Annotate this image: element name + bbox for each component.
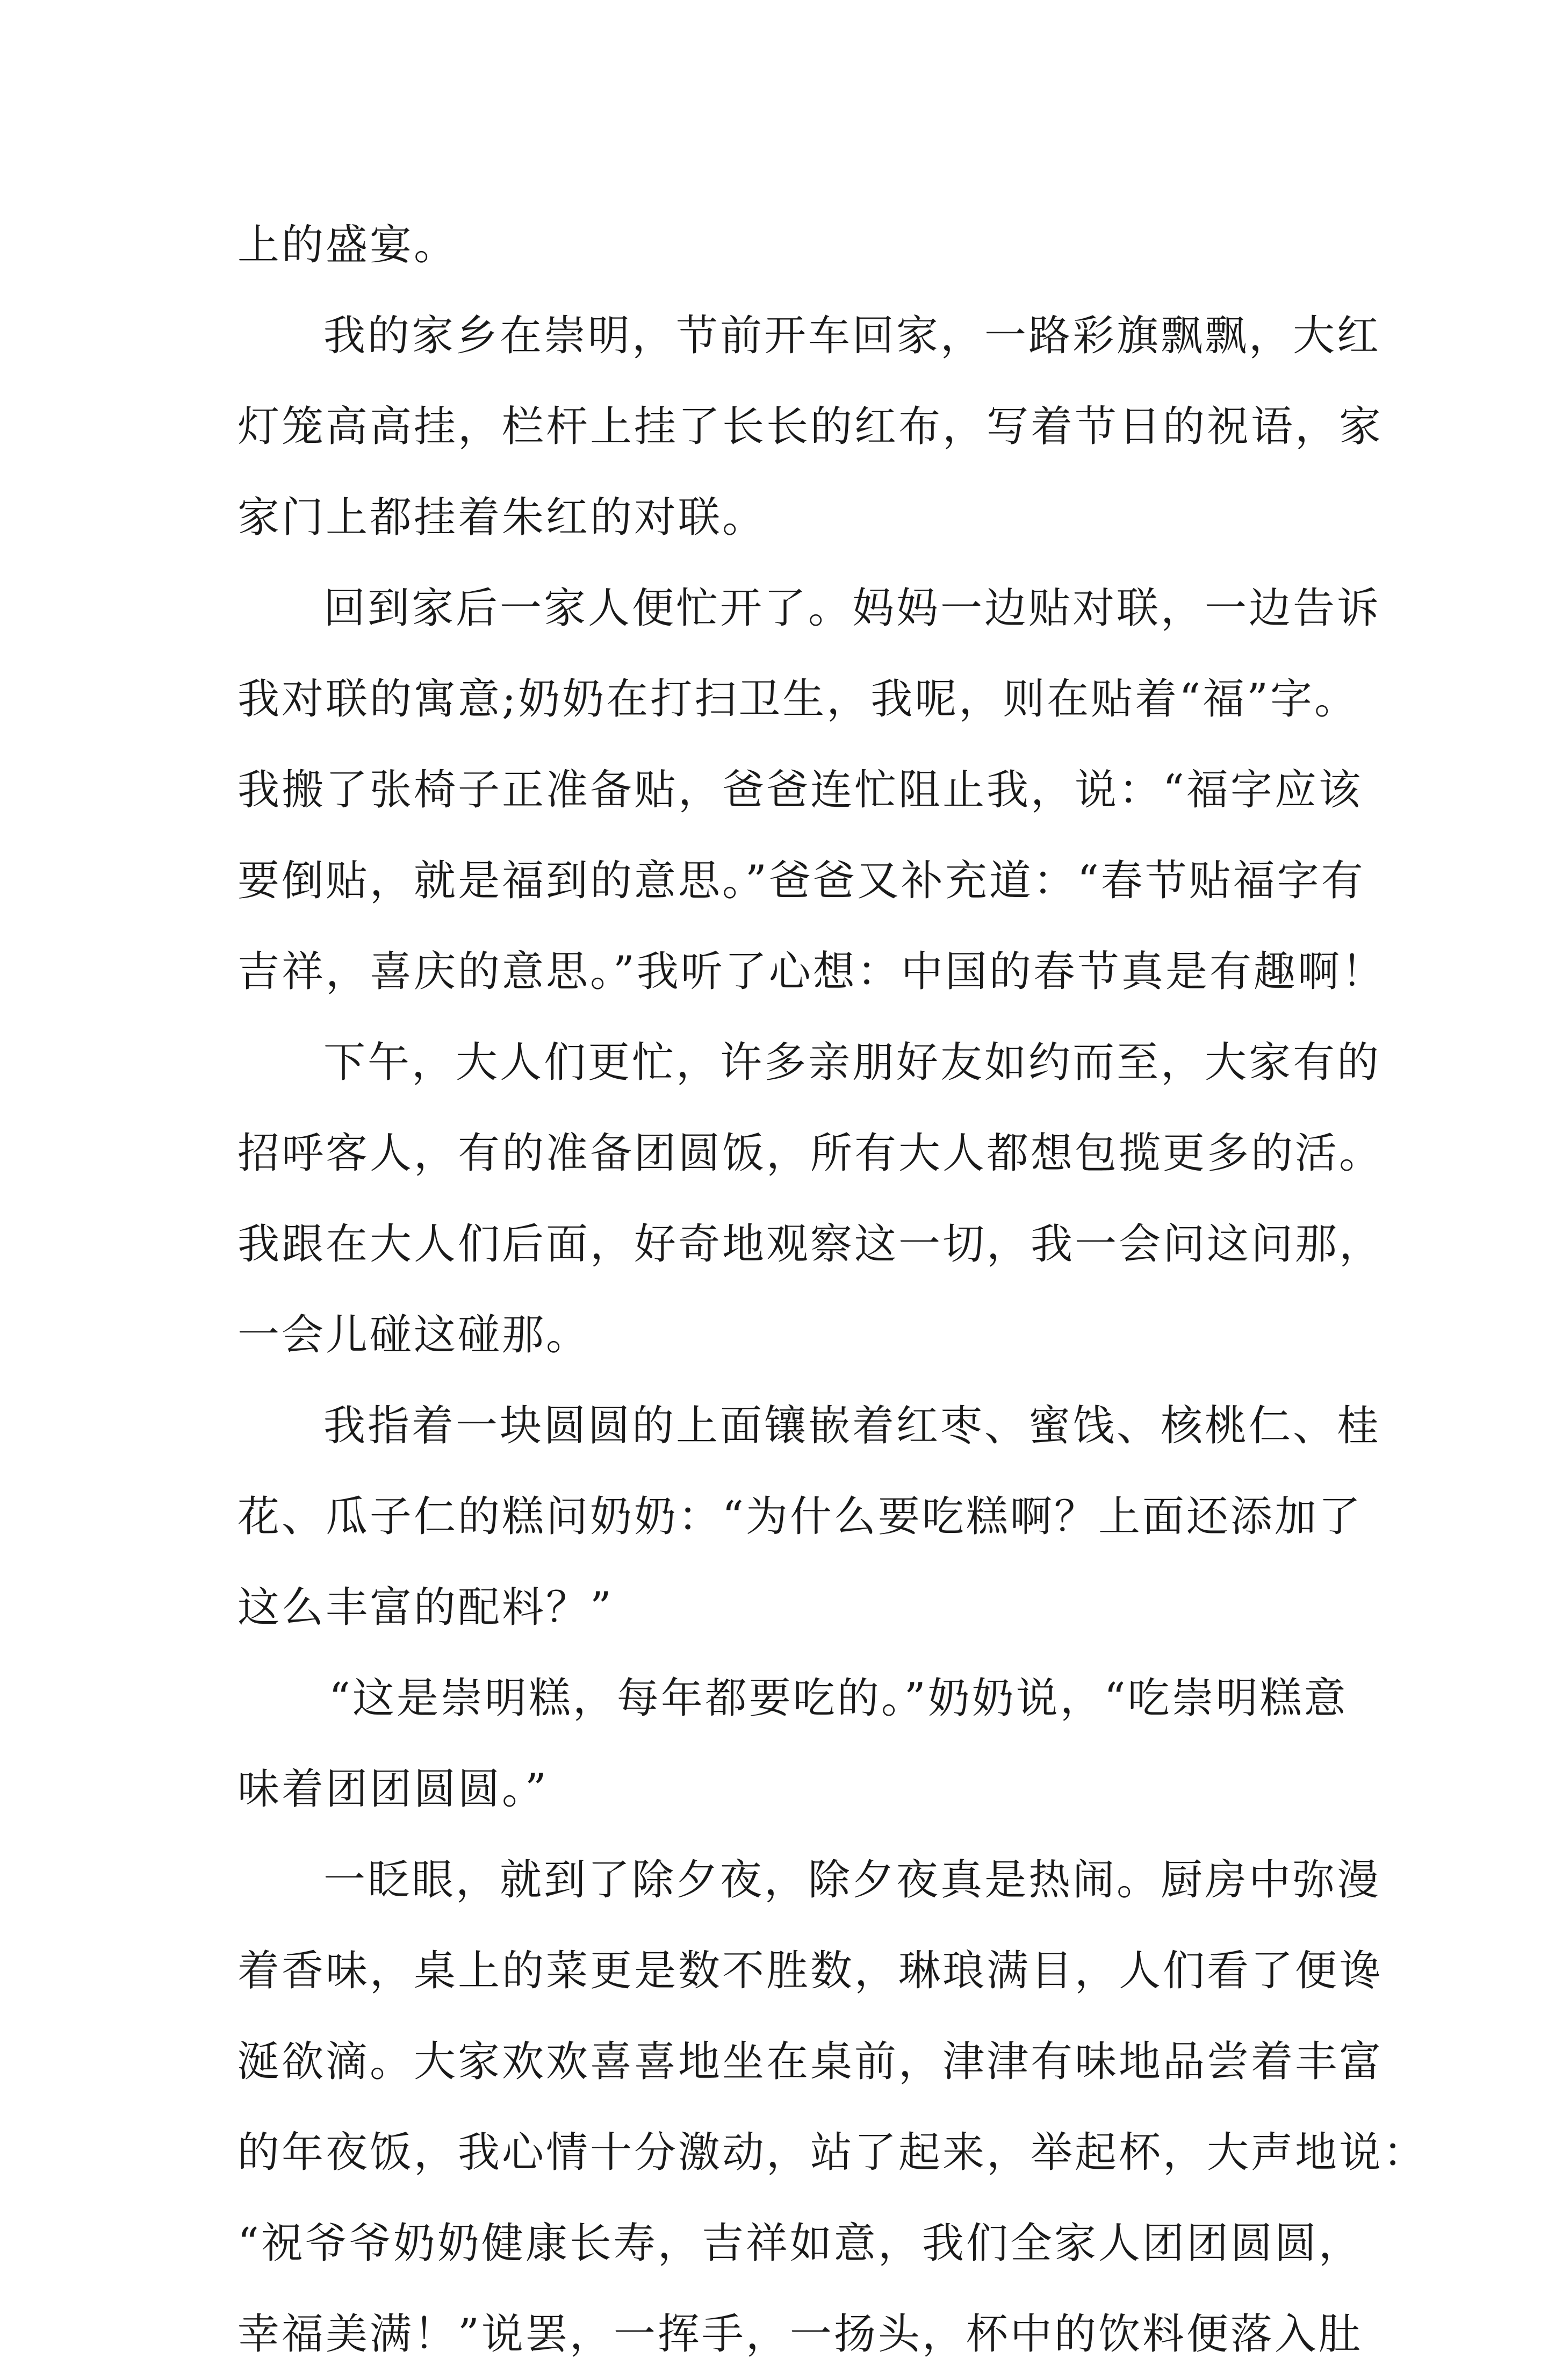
text-line: “祝爷爷奶奶健康长寿，吉祥如意，我们全家人团团圆圆，	[237, 2219, 1363, 2268]
text-line: 我跟在大人们后面，好奇地观察这一切，我一会问这问那，	[237, 1220, 1384, 1268]
text-line: 这么丰富的配料？”	[237, 1583, 614, 1632]
text-line: 上的盛宴。	[237, 221, 458, 269]
text-line: 招呼客人，有的准备团圆饭，所有大人都想包揽更多的活。	[237, 1129, 1384, 1178]
paragraph-start-line: 我的家乡在崇明，节前开车回家，一路彩旗飘飘，大红	[323, 312, 1381, 360]
text-line: 我对联的寓意;奶奶在打扫卫生，我呢，则在贴着“福”字。	[237, 675, 1359, 723]
paragraph-start-line: “这是崇明糕，每年都要吃的。”奶奶说，“吃崇明糕意	[329, 1674, 1348, 1723]
text-line: 着香味，桌上的菜更是数不胜数，琳琅满目，人们看了便谗	[237, 1947, 1384, 1995]
essay-body	[237, 200, 1428, 2380]
text-line: 味着团团圆圆。”	[237, 1765, 549, 1813]
paragraph-start-line: 我指着一块圆圆的上面镶嵌着红枣、蜜饯、核桃仁、桂	[323, 1402, 1381, 1450]
paragraph-start-line: 下午，大人们更忙，许多亲朋好友如约而至，大家有的	[323, 1038, 1381, 1087]
text-line: 幸福美满！”说罢，一挥手，一扬头，杯中的饮料便落入肚	[237, 2310, 1363, 2359]
text-line: 的年夜饭，我心情十分激动，站了起来，举起杯，大声地说：	[237, 2128, 1428, 2177]
paragraph-start-line: 一眨眼，就到了除夕夜，除夕夜真是热闹。厨房中弥漫	[323, 1856, 1381, 1904]
paragraph-start-line: 回到家后一家人便忙开了。妈妈一边贴对联，一边告诉	[323, 584, 1381, 633]
text-line: 一会儿碰这碰那。	[237, 1311, 591, 1359]
text-line: 我搬了张椅子正准备贴，爸爸连忙阻止我，说：“福字应该	[237, 766, 1363, 814]
text-line: 要倒贴，就是福到的意思。”爸爸又补充道：“春节贴福字有	[237, 857, 1365, 905]
text-line: 家门上都挂着朱红的对联。	[237, 493, 767, 542]
text-line: 吉祥，喜庆的意思。”我听了心想：中国的春节真是有趣啊！	[237, 948, 1386, 996]
text-line: 涎欲滴。大家欢欢喜喜地坐在桌前，津津有味地品尝着丰富	[237, 2038, 1384, 2086]
text-line: 花、瓜子仁的糕问奶奶：“为什么要吃糕啊？上面还添加了	[237, 1493, 1363, 1541]
text-line: 灯笼高高挂，栏杆上挂了长长的红布，写着节日的祝语，家	[237, 403, 1384, 451]
